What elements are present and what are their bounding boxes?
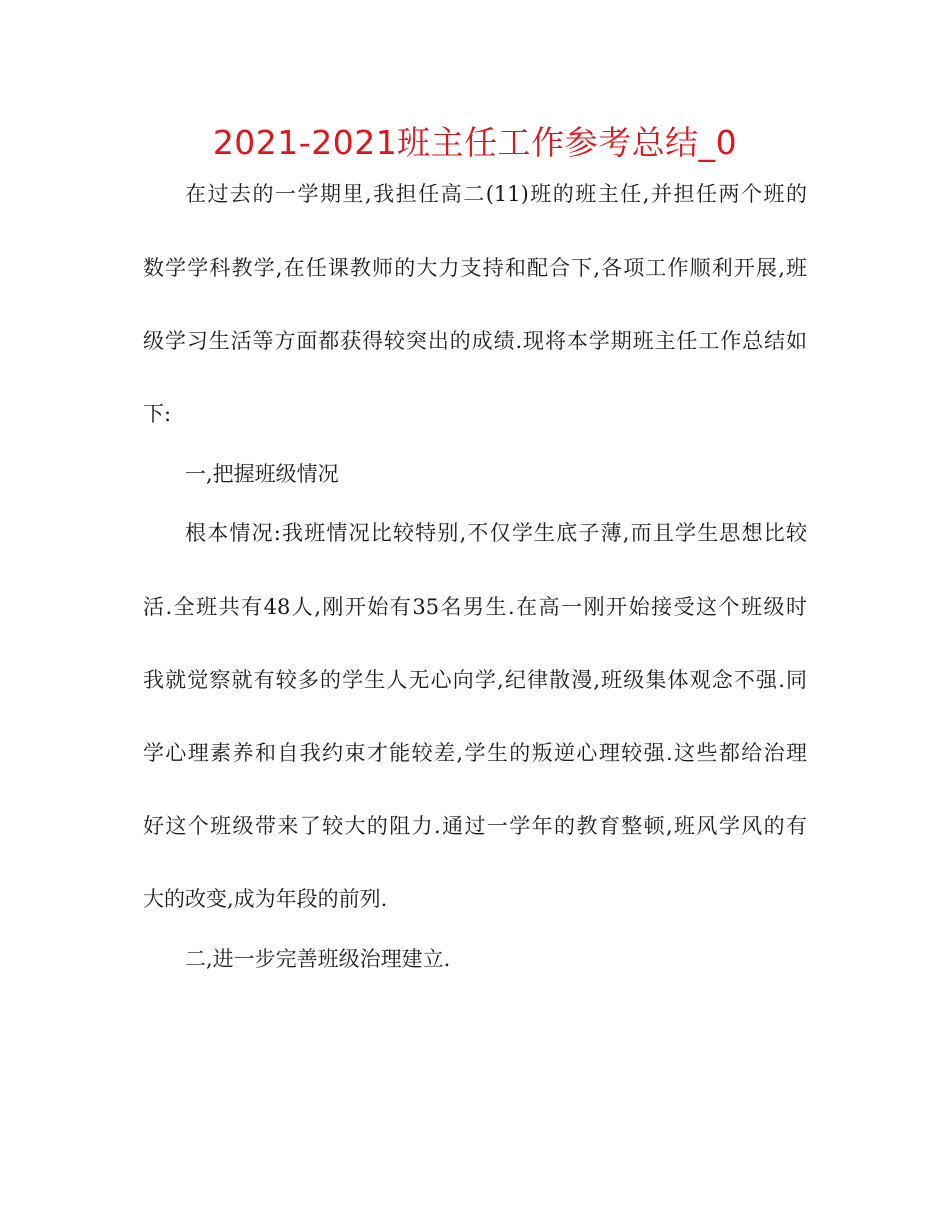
paragraph-1-line-4: 下:	[143, 402, 172, 426]
paragraph-2-line-2: 活.全班共有48人,刚开始有35名男生.在高一刚开始接受这个班级时	[143, 595, 807, 619]
section-heading-2: 二,进一步完善班级治理建立.	[185, 947, 451, 971]
paragraph-2-line-3: 我就觉察就有较多的学生人无心向学,纪律散漫,班级集体观念不强.同	[143, 668, 807, 692]
paragraph-1-line-2: 数学学科教学,在任课教师的大力支持和配合下,各项工作顺利开展,班	[143, 256, 807, 280]
paragraph-2-line-4: 学心理素养和自我约束才能较差,学生的叛逆心理较强.这些都给治理	[143, 741, 807, 765]
document-title: 2021-2021班主任工作参考总结_0	[212, 123, 738, 162]
paragraph-1-line-3: 级学习生活等方面都获得较突出的成绩.现将本学期班主任工作总结如	[143, 329, 807, 353]
paragraph-2-line-6: 大的改变,成为年段的前列.	[143, 887, 388, 911]
section-heading-1: 一,把握班级情况	[185, 462, 339, 486]
paragraph-1-line-1: 在过去的一学期里,我担任高二(11)班的班主任,并担任两个班的	[185, 182, 807, 206]
paragraph-2-line-5: 好这个班级带来了较大的阻力.通过一学年的教育整顿,班风学风的有	[143, 814, 807, 838]
paragraph-2-line-1: 根本情况:我班情况比较特别,不仅学生底子薄,而且学生思想比较	[185, 521, 807, 545]
